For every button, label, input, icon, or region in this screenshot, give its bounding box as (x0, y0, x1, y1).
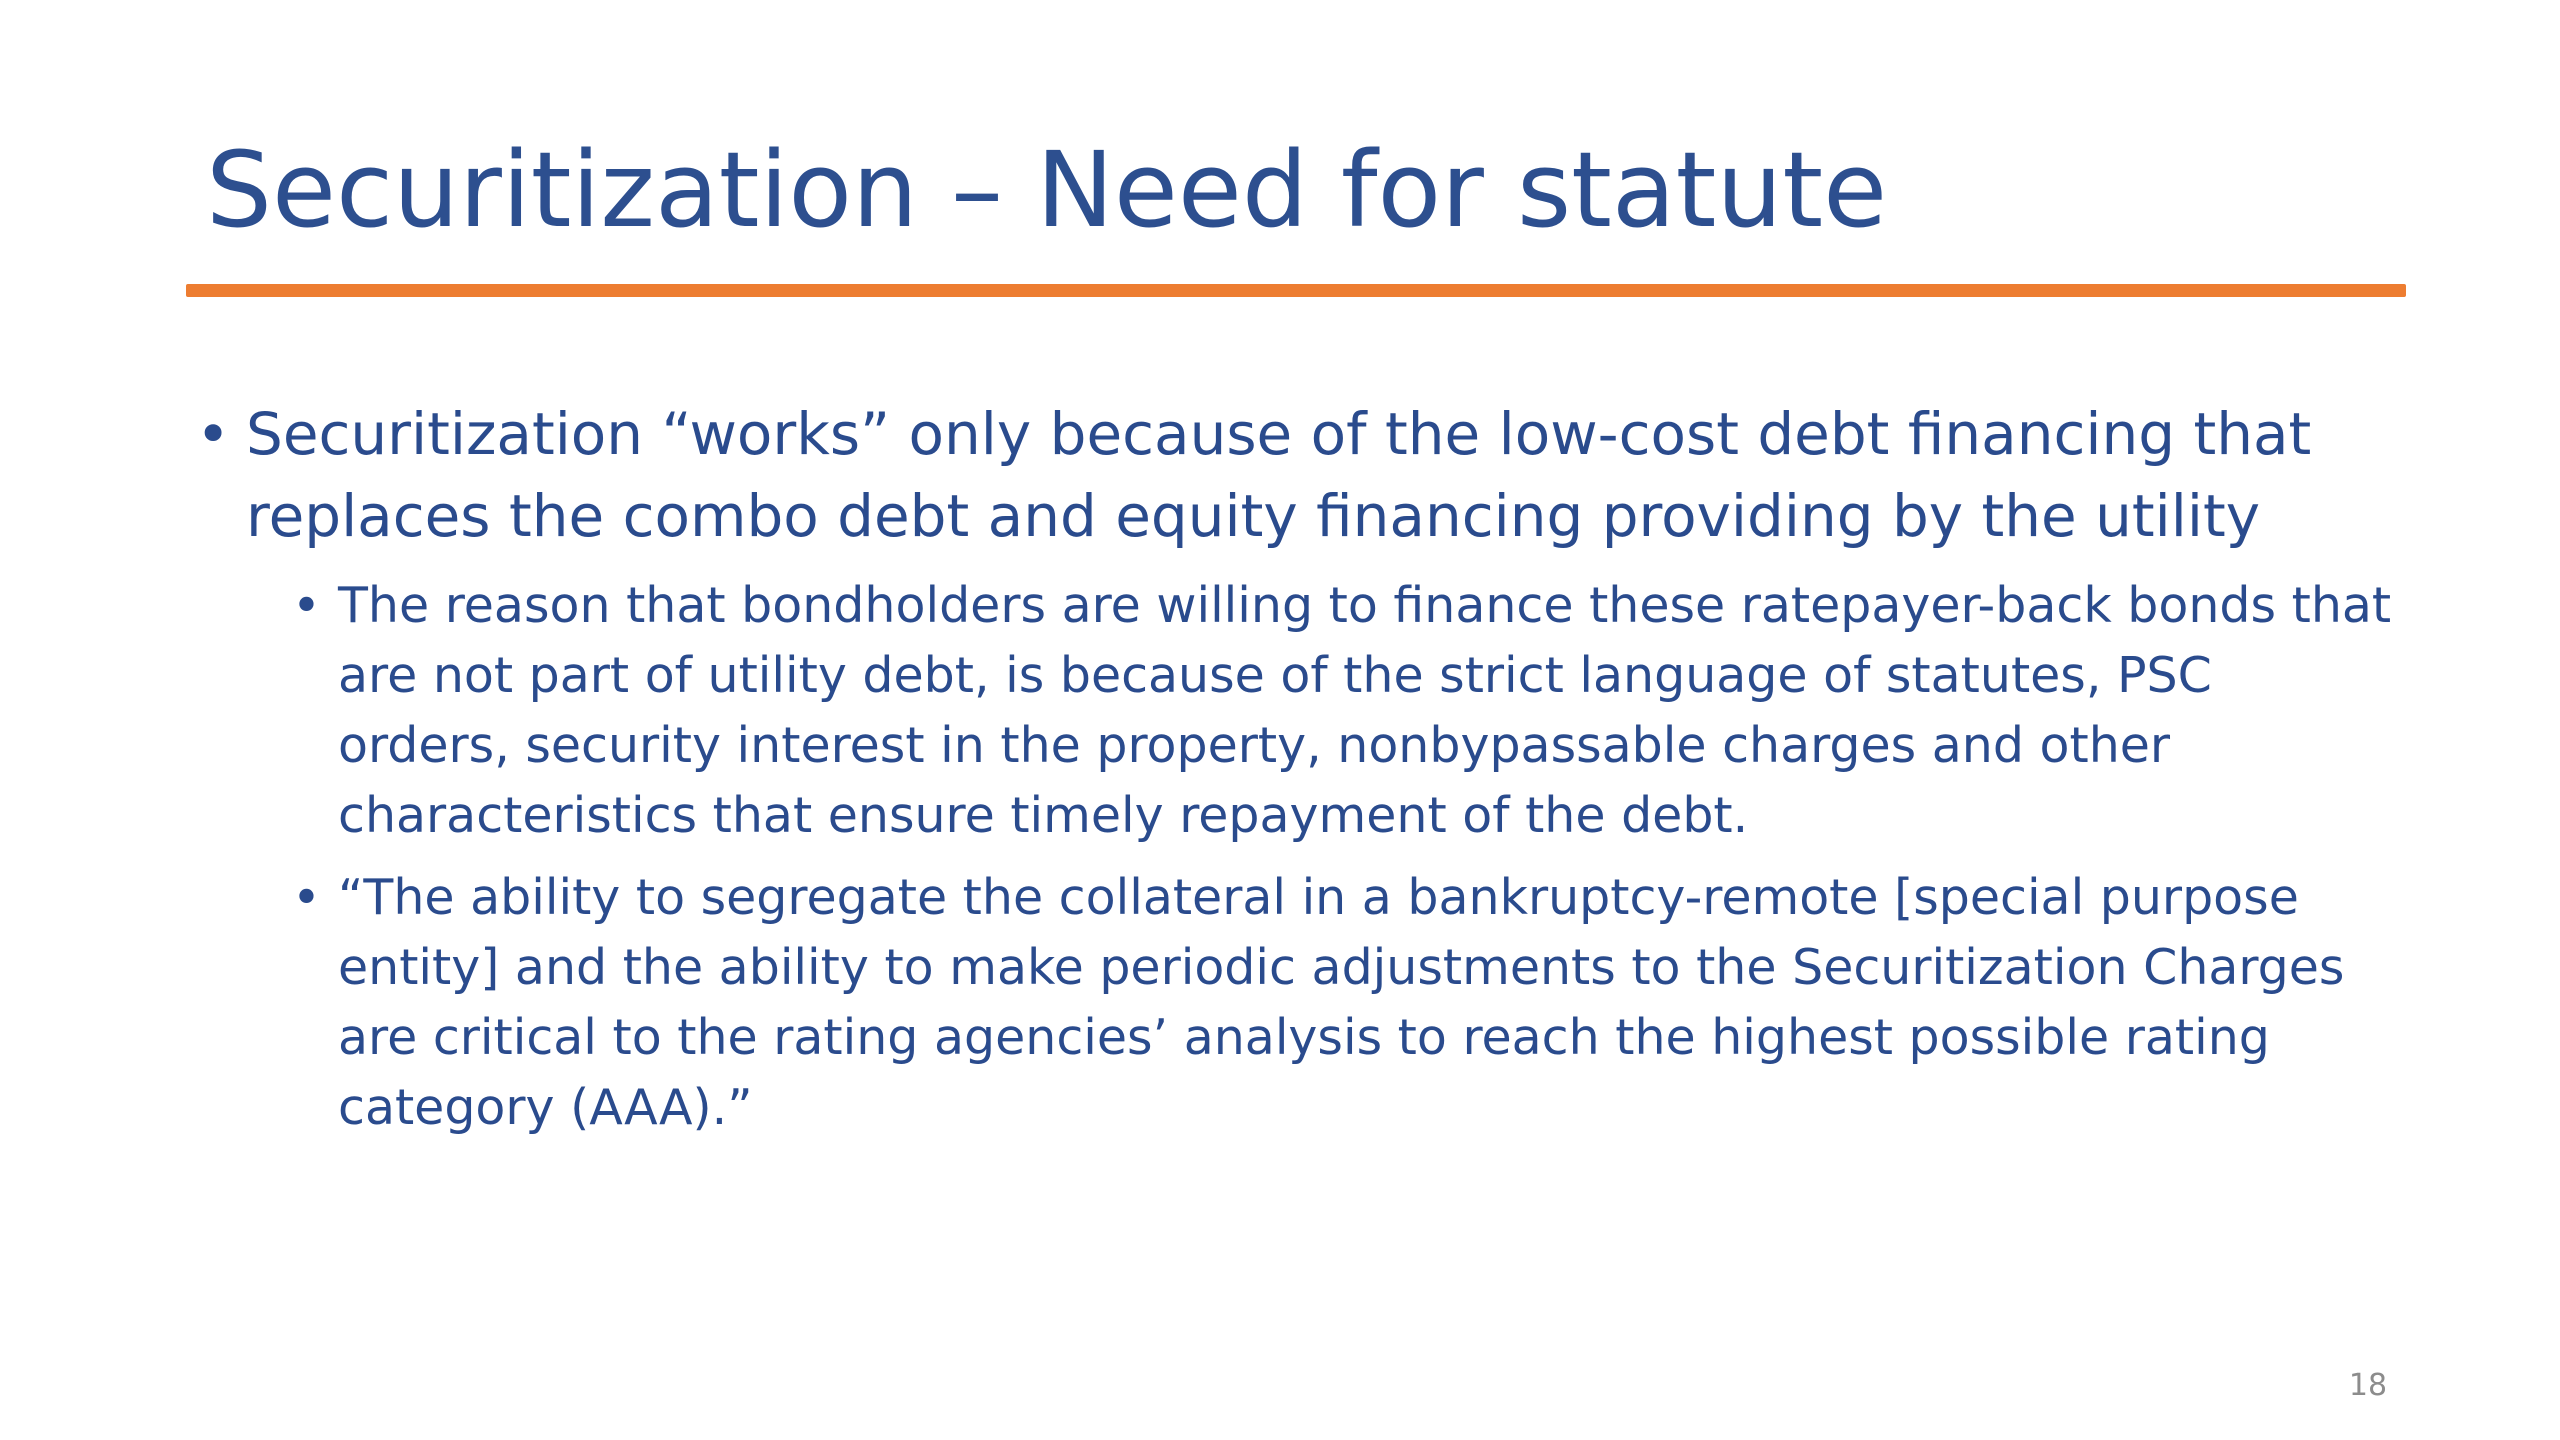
sub-bullet-text: The reason that bondholders are willing to finance these ratepayer-back bonds that are not part of utility debt, is because of the strict language of statutes, PSC orders, security interest in the property, nonbypassable charges and other characteristics that ensure timely repayment of the debt. (338, 577, 2392, 844)
bullet-item (196, 393, 2396, 557)
sub-bullet-text: “The ability to segregate the collateral in a bankruptcy-remote [special purpose entity] and the ability to make periodic adjustments to the Securitization Charges are critical to the rating agencies’ analysis to reach the highest possible rating category (AAA).” (338, 869, 2345, 1136)
page-number: 18 (2348, 1368, 2388, 1403)
slide-title: Securitization – Need for statute (206, 129, 1888, 251)
sub-bullet-item (292, 863, 2396, 1143)
sub-bullet-dot-icon: • (292, 869, 321, 926)
bullet-dot-icon: • (196, 400, 231, 468)
slide-content (196, 393, 2396, 1155)
sub-bullet-dot-icon: • (292, 577, 321, 634)
title-underline-rule (186, 284, 2406, 297)
sub-bullet-item (292, 571, 2396, 851)
bullet-text: Securitization “works” only because of the low-cost debt financing that replaces the combo debt and equity financing providing by the utility (246, 400, 2312, 550)
